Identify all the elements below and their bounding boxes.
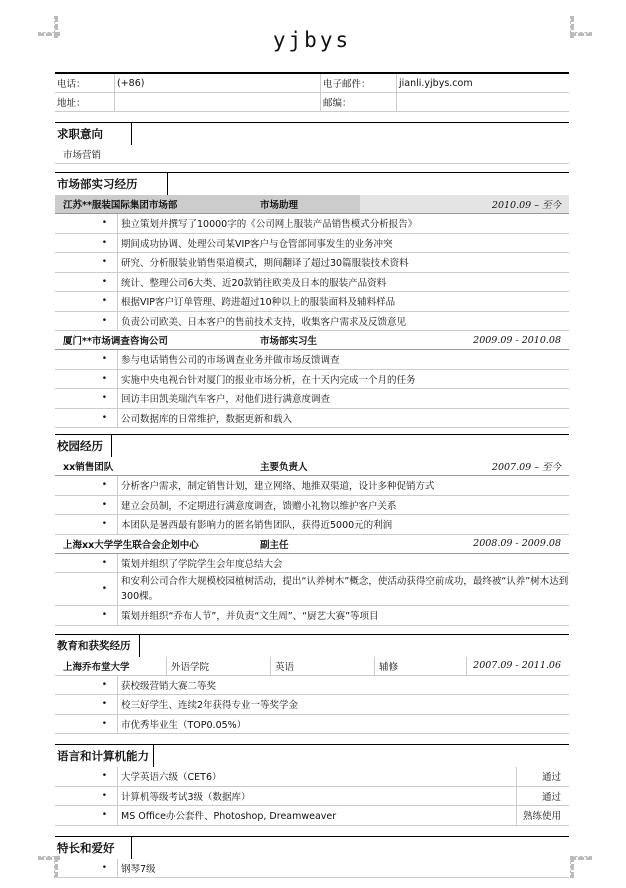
list-item xyxy=(55,234,569,254)
skill-name: 大学英语六级（CET6） xyxy=(117,767,517,786)
bullet-icon: • xyxy=(101,412,107,423)
objective-row xyxy=(55,145,569,164)
section-tab xyxy=(55,634,140,657)
list-item-text: 校三好学生、连续2年获得专业一等奖学金 xyxy=(117,695,569,714)
address-value xyxy=(115,93,321,111)
phone-label: 电话： xyxy=(55,74,115,92)
section-tab xyxy=(55,122,132,145)
bullet-icon: • xyxy=(101,237,107,248)
list-item xyxy=(55,476,569,496)
org-name: xx销售团队 xyxy=(63,462,114,473)
resume-page xyxy=(55,8,569,878)
list-item xyxy=(55,253,569,273)
list-item-text: 和安利公司合作大规模校园植树活动，提出“认养树木”概念，使活动获得空前成功，最终被“认养”树木达到300棵。 xyxy=(117,573,569,605)
job-role: 副主任 xyxy=(260,539,289,551)
skill-level: 熟练使用 xyxy=(522,811,561,823)
bullet-icon: • xyxy=(101,499,107,510)
bullet-icon: • xyxy=(101,771,107,782)
bullet-icon: • xyxy=(101,790,107,801)
list-item-text: 策划并组织了学院学生会年度总结大会 xyxy=(117,554,569,573)
list-item xyxy=(55,515,569,535)
bullet-icon: • xyxy=(101,584,107,594)
bullet-icon: • xyxy=(101,354,107,365)
crop-mark xyxy=(570,16,574,38)
job-date: 2010.09 – 至今 xyxy=(360,195,569,213)
company-name: 厦门**市场调查咨询公司 xyxy=(63,336,168,347)
list-item-text: 策划并组织“乔布人节”，并负责“文生周”、“厨艺大赛”等项目 xyxy=(117,606,569,625)
zip-value xyxy=(397,93,569,111)
bullet-icon: • xyxy=(101,557,107,568)
bullet-icon: • xyxy=(101,276,107,287)
skill-name: 计算机等级考试3级（数据库） xyxy=(117,787,517,806)
bullet-icon: • xyxy=(101,393,107,404)
list-item xyxy=(55,292,569,312)
list-item xyxy=(55,715,569,735)
list-item xyxy=(55,606,569,626)
section-title: 语言和计算机能力 xyxy=(57,749,149,763)
bullet-icon: • xyxy=(101,296,107,307)
education-date: 2007.09 - 2011.06 xyxy=(473,660,561,671)
list-item xyxy=(55,273,569,293)
list-item-text: 实施中央电视台针对厦门的报业市场分析，在十天内完成一个月的任务 xyxy=(117,370,569,389)
job-role: 市场助理 xyxy=(260,200,299,211)
contact-table xyxy=(55,74,569,112)
list-item-text: 市优秀毕业生（TOP0.05%） xyxy=(117,715,569,734)
job-date: 2009.09 - 2010.08 xyxy=(473,334,561,346)
bullet-icon: • xyxy=(101,315,107,326)
job-date: 2007.09 – 至今 xyxy=(491,462,561,473)
section-title: 校园经历 xyxy=(57,439,103,453)
company-name: 江苏**服装国际集团市场部 xyxy=(63,200,178,211)
skill-row xyxy=(55,787,569,807)
list-item-text: 公司数据库的日常维护，数据更新和载入 xyxy=(117,409,569,428)
bullet-icon: • xyxy=(101,699,107,710)
bullet-icon: • xyxy=(101,679,107,690)
bullet-icon: • xyxy=(101,718,107,729)
list-item xyxy=(55,312,569,332)
list-item-text: 建立会员制，不定期进行满意度调查，馈赠小礼物以维护客户关系 xyxy=(117,496,569,515)
phone-value: (+86) xyxy=(115,74,321,92)
section-objective xyxy=(55,122,569,145)
list-item xyxy=(55,389,569,409)
resume-name: yjbys xyxy=(272,28,352,52)
section-education xyxy=(55,634,569,657)
list-item xyxy=(55,695,569,715)
list-item-text: 获校级营销大赛二等奖 xyxy=(117,676,569,695)
objective-value: 市场营销 xyxy=(63,150,102,161)
list-item-text: 统计、整理公司6大类、近20款销往欧美及日本的服装产品资料 xyxy=(117,273,569,292)
section-internship xyxy=(55,172,569,195)
list-item-text: 参与电话销售公司的市场调查业务并做市场反馈调查 xyxy=(117,350,569,369)
section-title: 教育和获奖经历 xyxy=(57,639,131,652)
list-item xyxy=(55,496,569,516)
list-item xyxy=(55,214,569,234)
skill-level: 通过 xyxy=(541,772,561,784)
list-item xyxy=(55,573,569,606)
bullet-icon: • xyxy=(101,519,107,530)
skill-name: MS Office办公套件、Photoshop, Dreamweaver xyxy=(117,806,517,825)
email-label: 电子邮件： xyxy=(321,74,397,92)
school-name: 上海乔布堂大学 xyxy=(55,657,167,675)
list-item xyxy=(55,409,569,429)
job-header xyxy=(55,535,569,554)
address-label: 地址： xyxy=(55,93,115,111)
job-role: 主要负责人 xyxy=(260,462,308,473)
section-tab xyxy=(55,744,154,767)
list-item xyxy=(55,370,569,390)
education-row xyxy=(55,657,569,676)
job-header xyxy=(55,457,569,476)
section-hobbies xyxy=(55,836,569,859)
bullet-icon: • xyxy=(101,480,107,491)
list-item xyxy=(55,350,569,370)
skill-level: 通过 xyxy=(541,791,561,803)
section-tab xyxy=(55,434,112,457)
list-item-text: 钢琴7级 xyxy=(117,859,569,878)
list-item-text: 回访丰田凯美瑞汽车客户，对他们进行满意度调查 xyxy=(117,389,569,408)
section-skills xyxy=(55,744,569,767)
list-item-text: 负责公司欧美、日本客户的售前技术支持，收集客户需求及反馈意见 xyxy=(117,312,569,331)
bullet-icon: • xyxy=(101,610,107,621)
section-title: 市场部实习经历 xyxy=(57,177,138,191)
bullet-icon: • xyxy=(101,862,107,873)
list-item xyxy=(55,859,569,879)
list-item xyxy=(55,676,569,696)
section-tab xyxy=(55,172,168,195)
list-item-text: 根据VIP客户订单管理、跨进超过10种以上的服装面料及辅料样品 xyxy=(117,292,569,311)
org-name: 上海xx大学学生联合会企划中心 xyxy=(63,539,199,551)
list-item-text: 期间成功协调、处理公司某VIP客户与仓管部同事发生的业务冲突 xyxy=(117,234,569,253)
bullet-icon: • xyxy=(101,257,107,268)
section-tab xyxy=(55,836,132,859)
college-name: 外语学院 xyxy=(167,657,271,675)
section-title: 特长和爱好 xyxy=(57,840,115,855)
email-value[interactable]: jianli.yjbys.com xyxy=(399,77,473,89)
job-role: 市场部实习生 xyxy=(260,336,318,347)
skill-row xyxy=(55,806,569,826)
section-title: 求职意向 xyxy=(57,127,103,141)
major-name: 英语 xyxy=(271,657,375,675)
bullet-icon: • xyxy=(101,218,107,229)
list-item xyxy=(55,554,569,574)
list-item-text: 本团队是暑西最有影响力的匿名销售团队，获得近5000元的利润 xyxy=(117,515,569,534)
list-item-text: 研究、分析服装业销售渠道模式，期间翻译了超过30篇服装技术资料 xyxy=(117,253,569,272)
job-header xyxy=(55,195,569,214)
job-date: 2008.09 - 2009.08 xyxy=(473,538,561,549)
bullet-icon: • xyxy=(101,373,107,384)
list-item-text: 分析客户需求，制定销售计划，建立网络、地推双渠道，设计多种促销方式 xyxy=(117,476,569,495)
degree-type: 辅修 xyxy=(375,657,467,675)
list-item-text: 独立策划并撰写了10000字的《公司网上服装产品销售模式分析报告》 xyxy=(117,214,569,233)
bullet-icon: • xyxy=(101,810,107,821)
job-header xyxy=(55,331,569,350)
skill-row xyxy=(55,767,569,787)
crop-mark xyxy=(570,856,574,878)
section-campus xyxy=(55,434,569,457)
zip-label: 邮编： xyxy=(321,93,397,111)
